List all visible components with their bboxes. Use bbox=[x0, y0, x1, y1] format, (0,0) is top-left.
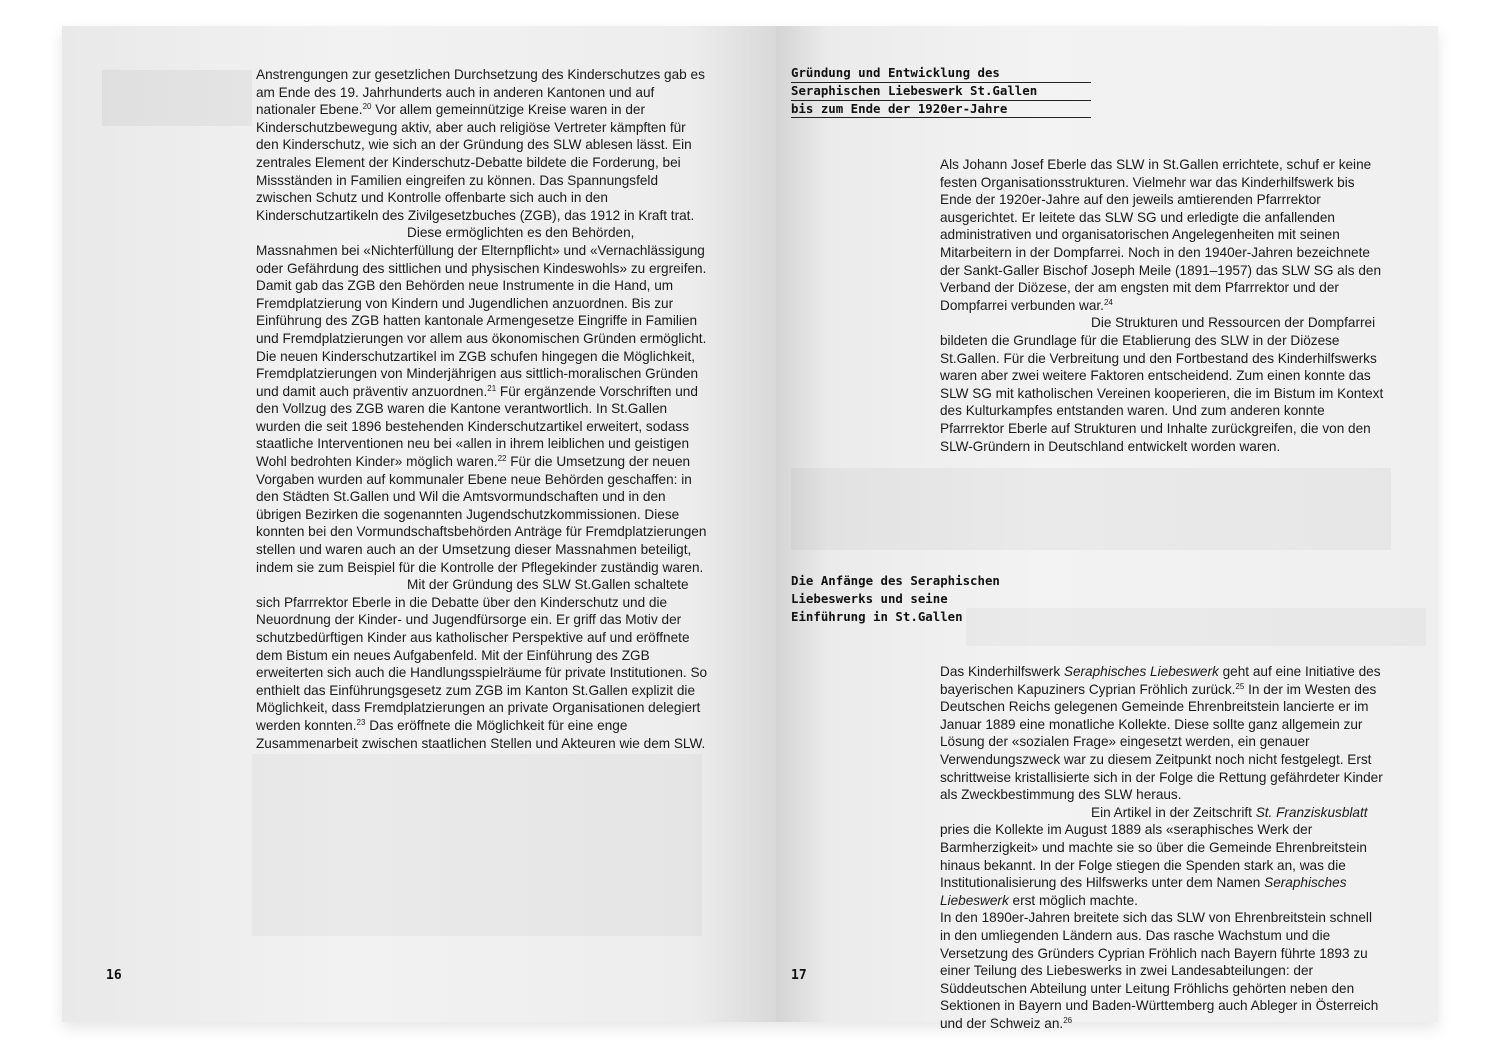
left-page bbox=[62, 26, 776, 1022]
text-run: Vor allem gemeinnützige Kreise waren in der Kinderschutzbewegung aktiv, aber auch religiöse Vertreter kämpften für den Kinderschutz, wie sich an der Gründung des SLW ablesen lässt. Ein zentrales Element der Kinderschutz-Debatte bildete die Forderung, bei Missständen in Familien eingreifen zu können. Das Spannungsfeld zwischen Schutz und Kontrolle offenbarte sich auch in den Kinderschutzartikeln des Zivilgesetzbuches (ZGB), das 1912 in Kraft trat. bbox=[256, 102, 695, 223]
text-run: pries die Kollekte im August 1889 als «seraphisches Werk der Barmherzigkeit» und machte sie so über die Gemeinde Ehrenbreitstein hinaus bekannt. In der Folge stiegen die Spenden stark an, was die Institutionalisierung des Hilfswerks unter dem Namen bbox=[940, 822, 1367, 891]
text-run: erst möglich machte. bbox=[1008, 892, 1138, 908]
section-heading-beginnings bbox=[791, 572, 1000, 625]
show-through-block bbox=[966, 608, 1426, 646]
paragraph bbox=[940, 156, 1386, 314]
italic-title: Seraphisches Liebeswerk bbox=[940, 875, 1347, 908]
right-page bbox=[776, 26, 1438, 1031]
text-run: Anstrengungen zur gesetzlichen Durchsetzung des Kinderschutzes gab es am Ende des 19. Jahrhunderts auch in anderen Kantonen und auf nationaler Ebene. bbox=[256, 67, 705, 118]
footnote-ref: 25 bbox=[1235, 681, 1245, 691]
text-run: Das eröffnete die Möglichkeit für eine enge Zusammenarbeit zwischen staatlichen Stellen und Akteuren wie dem SLW. bbox=[256, 717, 706, 751]
text-run: In der im Westen des Deutschen Reichs gelegenen Gemeinde Ehrenbreitstein lancierte er im Januar 1889 eine monatliche Kollekte. Diese sollte ganz allgemein zur Lösung der «sozialen Frage» eingesetzt werden, ein genauer Verwendungszweck war zu diesem Zeitpunkt noch nicht festgelegt. Erst schrittweise kristallisierte sich in der Folge die Rettung gefährdeter Kinder als Zweckbestimmung des SLW heraus. bbox=[940, 681, 1383, 803]
heading-line: Seraphischen Liebeswerk St.Gallen bbox=[791, 83, 1091, 101]
show-through-block bbox=[252, 754, 702, 936]
text-run: Für die Umsetzung der neuen Vorgaben wurden auf kommunaler Ebene neue Behörden geschaffen: in den Städten St.Gallen und Wil die Amtsvormundschaften und in den übrigen Bezirken die sogenannten Jugendschutzkommissionen. Diese konnten bei den Vormundschaftsbehörden Anträge für Fremdplatzierungen stellen und waren auch an der Umsetzung dieser Massnahmen beteiligt, indem sie zum Beispiel für die Kontrolle der Pflegekinder zuständig waren. bbox=[256, 454, 707, 575]
text-run: Ein Artikel in der Zeitschrift bbox=[1091, 804, 1256, 820]
show-through-block bbox=[102, 70, 252, 126]
heading-line: bis zum Ende der 1920er-Jahre bbox=[791, 101, 1091, 119]
left-body-text bbox=[256, 66, 709, 752]
footnote-ref: 20 bbox=[362, 102, 372, 112]
text-run: Die Strukturen und Ressourcen der Dompfarrei bildeten die Grundlage für die Etablierung des SLW in der Diözese St.Gallen. Für die Verbreitung und den Fortbestand des Kinderhilfswerks waren aber zwei weitere Faktoren entscheidend. Zum einen konnte das SLW SG mit katholischen Vereinen kooperieren, die im Bistum im Kontext des Kulturkampfes entstanden waren. Und zum anderen konnte Pfarrrektor Eberle auf Strukturen und Inhalte zurückgreifen, die von den SLW-Gründern in Deutschland entwickelt worden waren. bbox=[940, 315, 1384, 454]
paragraph bbox=[256, 224, 709, 576]
paragraph bbox=[940, 663, 1386, 804]
text-run: Als Johann Josef Eberle das SLW in St.Gallen errichtete, schuf er keine festen Organisationsstrukturen. Vielmehr war das Kinderhilfswerk bis Ende der 1920er-Jahre auf den jeweils amtierenden Pfarrrektor ausgerichtet. Er leitete das SLW SG und erledigte die anfallenden administrativen und organisatorischen Angelegenheiten mit seinen Mitarbeitern in der Dompfarrei. Noch in den 1940er-Jahren bezeichnete der Sankt-Galler Bischof Joseph Meile (1891–1957) das SLW SG als den Verband der Diözese, der am engsten mit dem Pfarrrektor und der Dompfarrei verbunden war. bbox=[940, 157, 1382, 313]
text-run: Das Kinderhilfswerk bbox=[940, 664, 1064, 679]
heading-line: Liebeswerks und seine bbox=[791, 590, 948, 606]
paragraph bbox=[256, 576, 709, 752]
italic-title: St. Franziskusblatt bbox=[1255, 804, 1368, 820]
text-run: Mit der Gründung des SLW St.Gallen schaltete sich Pfarrrektor Eberle in die Debatte über den Kinderschutz und die Neuordnung der Kinder- und Jugendfürsorge ein. Er griff das Motiv der schutzbedürftigen Kinder aus katholischer Perspektive auf und eröffnete dem Bistum ein neues Aufgabenfeld. Mit der Einführung des ZGB erweiterten sich auch die Handlungsspielräume für private Institutionen. So enthielt das Einführungsgesetz zum ZGB im Kanton St.Gallen explizit die Möglichkeit, dass Fremdplatzierungen an private Organisationen delegiert werden konnten. bbox=[256, 577, 708, 733]
book-spread bbox=[62, 26, 1438, 1031]
footnote-ref: 24 bbox=[1103, 297, 1113, 307]
show-through-block bbox=[791, 468, 1391, 550]
footnote-ref: 23 bbox=[356, 717, 366, 727]
text-run: geht auf eine Initiative des bayerischen Kapuziners Cyprian Fröhlich zurück. bbox=[940, 664, 1381, 697]
right-body-text-founding bbox=[940, 156, 1386, 455]
heading-line: Gründung und Entwicklung des bbox=[791, 65, 1091, 83]
text-run: Diese ermöglichten es den Behörden, Massnahmen bei «Nichterfüllung der Elternpflicht» und «Vernachlässigung oder Gefährdung des sittlichen und physischen Kindeswohls» zu ergreifen. Damit gab das ZGB den Behörden neue Instrumente in die Hand, um Fremdplatzierung von Kindern und Jugendlichen anzuordnen. Bis zur Einführung des ZGB hatten kantonale Armengesetze Eingriffe in Familien und Fremdplatzierungen vor allem aus ökonomischen Gründen ermöglicht. Die neuen Kinderschutzartikel im ZGB schufen hingegen die Möglichkeit, Fremdplatzierungen von Minderjährigen aus sittlich-moralischen Gründen und damit auch präventiv anzuordnen. bbox=[256, 225, 707, 399]
heading-line: Die Anfänge des Seraphischen bbox=[791, 573, 1000, 588]
paragraph bbox=[940, 804, 1386, 910]
heading-line: Einführung in St.Gallen bbox=[791, 608, 963, 624]
footnote-ref: 21 bbox=[487, 383, 497, 393]
section-heading-founding bbox=[791, 65, 1091, 118]
page-number-left: 16 bbox=[106, 968, 122, 983]
page-number-right: 17 bbox=[791, 968, 807, 983]
footnote-ref: 26 bbox=[1063, 1015, 1073, 1025]
footnote-ref: 22 bbox=[497, 454, 507, 464]
text-run: Für ergänzende Vorschriften und den Vollzug des ZGB waren die Kantone verantwortlich. In St.Gallen wurden die seit 1896 bestehenden Kinderschutzartikel erweitert, sodass staatliche Interventionen neu bei «allen in ihrem leiblichen und geistigen Wohl bedrohten Kinder» möglich waren. bbox=[256, 383, 698, 470]
text-run: In den 1890er-Jahren breitete sich das SLW von Ehrenbreitstein schnell in den umliegenden Ländern aus. Das rasche Wachstum und die Versetzung des Gründers Cyprian Fröhlich nach Bayern führte 1893 zu einer Teilung des Liebeswerks in zwei Landesabteilungen: der Süddeutschen Abteilung unter Leitung Fröhlichs gehörten neben den Sektionen in Bayern und Baden-Württemberg auch Ableger in Österreich und der Schweiz an. bbox=[940, 910, 1379, 1031]
italic-title: Seraphisches Liebeswerk bbox=[1063, 664, 1219, 679]
right-body-text-beginnings bbox=[940, 663, 1386, 1032]
paragraph bbox=[256, 66, 709, 224]
paragraph bbox=[940, 314, 1386, 455]
paragraph bbox=[940, 909, 1386, 1032]
